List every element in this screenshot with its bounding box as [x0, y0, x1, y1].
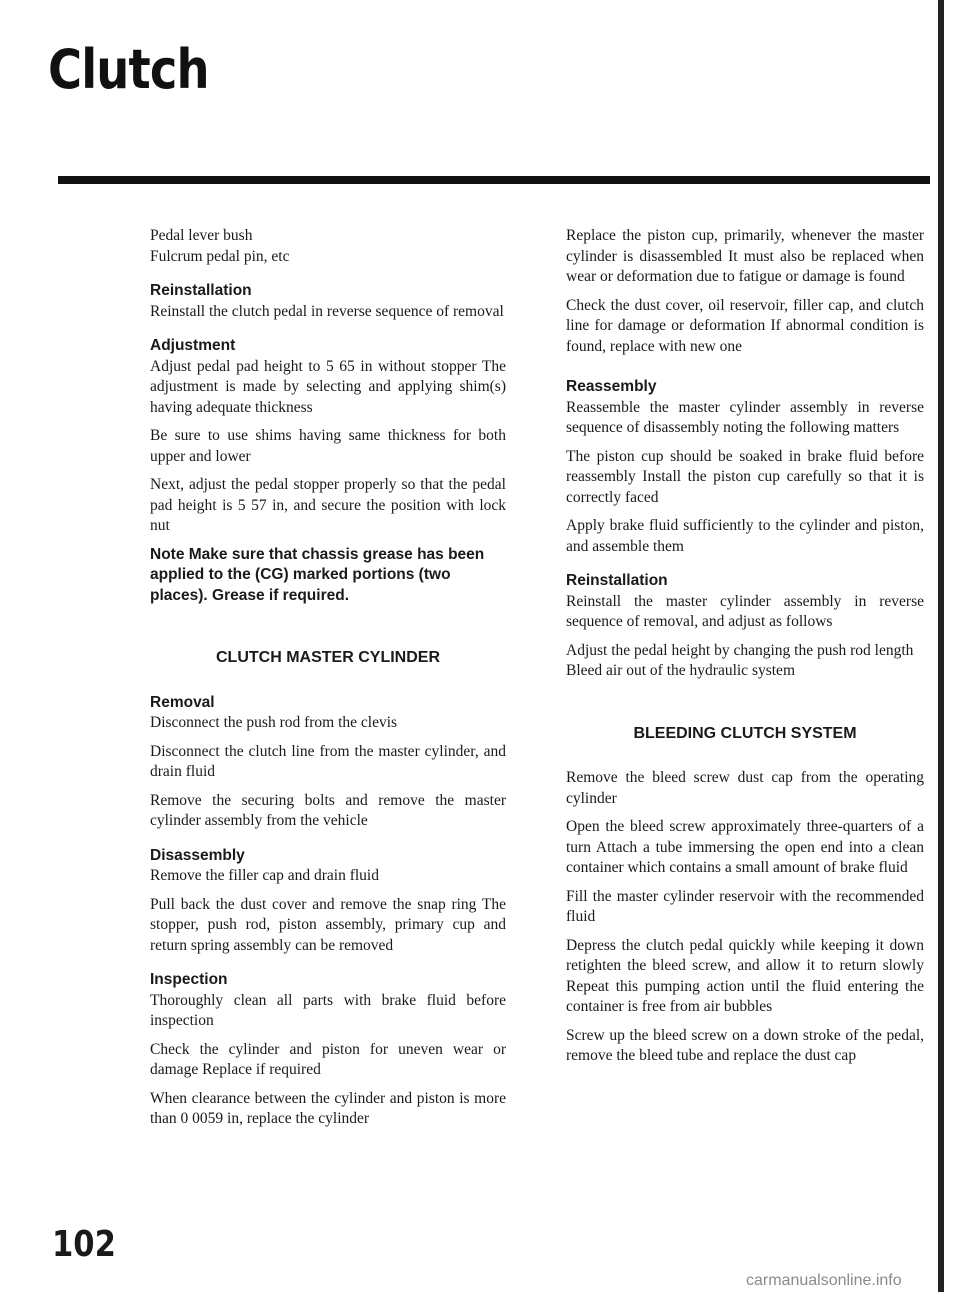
- removal-text: Remove the securing bolts and remove the master cylinder assembly from the vehicle: [150, 791, 506, 829]
- adjustment-text: Next, adjust the pedal stopper properly so that the pedal pad height is 5 57 in, and secure the position with lock nut: [150, 476, 506, 534]
- bleeding-text: Remove the bleed screw dust cap from the operating cylinder: [566, 769, 924, 807]
- replace-text: Replace the piston cup, primarily, whenever the master cylinder is disassembled It must also be replaced when wear or deformation due to fatigue or damage is found: [566, 227, 924, 285]
- reassembly-text: Reassemble the master cylinder assembly in reverse sequence of disassembly noting the following matters: [566, 398, 924, 436]
- adjustment-text: Adjust pedal pad height to 5 65 in without stopper The adjustment is made by selecting and applying shim(s) having adequate thickness: [150, 357, 506, 416]
- reinstallation-text: Bleed air out of the hydraulic system: [566, 662, 795, 679]
- disassembly-heading: Disassembly: [150, 846, 245, 864]
- bleeding-text: Fill the master cylinder reservoir with the recommended fluid: [566, 887, 924, 925]
- removal-text: Disconnect the clutch line from the master cylinder, and drain fluid: [150, 742, 506, 780]
- reinstallation-text: Adjust the pedal height by changing the push rod length: [566, 641, 914, 659]
- removal-heading: Removal: [150, 693, 215, 711]
- section-title-master-cylinder: CLUTCH MASTER CYLINDER: [216, 649, 440, 666]
- check-text: Check the dust cover, oil reservoir, filler cap, and clutch line for damage or deformation If abnormal condition is found, replace with new one: [566, 296, 924, 355]
- left-column: [150, 226, 506, 1138]
- disassembly-text: Pull back the dust cover and remove the snap ring The stopper, push rod, piston assembly, primary cup and return spring assembly can be removed: [150, 895, 506, 954]
- reassembly-heading: Reassembly: [566, 378, 657, 395]
- adjustment-heading: Adjustment: [150, 337, 236, 354]
- page-title: Clutch: [48, 38, 209, 101]
- reassembly-text: The piston cup should be soaked in brake fluid before reassembly Install the piston cup carefully so that it is correctly faced: [566, 447, 924, 506]
- bleeding-text: Depress the clutch pedal quickly while keeping it down retighten the bleed screw, and allow it to return slowly Repeat this pumping action until the fluid entering the container is free from air bubbles: [566, 936, 924, 1015]
- reassembly-text: Apply brake fluid sufficiently to the cylinder and piston, and assemble them: [566, 517, 924, 555]
- inspection-heading: Inspection: [150, 971, 228, 988]
- disassembly-text: Remove the filler cap and drain fluid: [150, 867, 379, 884]
- bleeding-text: Screw up the bleed screw on a down stroke of the pedal, remove the bleed tube and replace the dust cap: [566, 1026, 924, 1064]
- inspection-text: Check the cylinder and piston for uneven wear or damage Replace if required: [150, 1040, 506, 1078]
- bleeding-text: Open the bleed screw approximately three-quarters of a turn Attach a tube immersing the open end into a clean container which contains a small amount of brake fluid: [566, 818, 924, 876]
- reinstallation-heading: Reinstallation: [566, 572, 668, 589]
- inspection-text: Thoroughly clean all parts with brake fluid before inspection: [150, 991, 506, 1029]
- parts-item: Fulcrum pedal pin, etc: [150, 247, 290, 265]
- right-column: [566, 226, 924, 1075]
- page-number: 102: [52, 1224, 116, 1265]
- grease-note: Note Make sure that chassis grease has been applied to the (CG) marked portions (two places). Grease if required.: [150, 545, 485, 604]
- page-edge-bar: [938, 0, 944, 1292]
- parts-item: Pedal lever bush: [150, 227, 253, 244]
- reinstallation-text: Reinstall the master cylinder assembly in reverse sequence of removal, and adjust as follows: [566, 592, 924, 630]
- reinstallation-text: Reinstall the clutch pedal in reverse sequence of removal: [150, 302, 504, 320]
- adjustment-text: Be sure to use shims having same thickness for both upper and lower: [150, 427, 506, 465]
- removal-text: Disconnect the push rod from the clevis: [150, 714, 398, 731]
- watermark: carmanualsonline.info: [746, 1272, 902, 1289]
- inspection-text: When clearance between the cylinder and piston is more than 0 0059 in, replace the cylinder: [150, 1089, 506, 1127]
- header-rule: [58, 176, 930, 184]
- section-title-bleeding: BLEEDING CLUTCH SYSTEM: [633, 724, 857, 742]
- reinstallation-heading: Reinstallation: [150, 282, 252, 299]
